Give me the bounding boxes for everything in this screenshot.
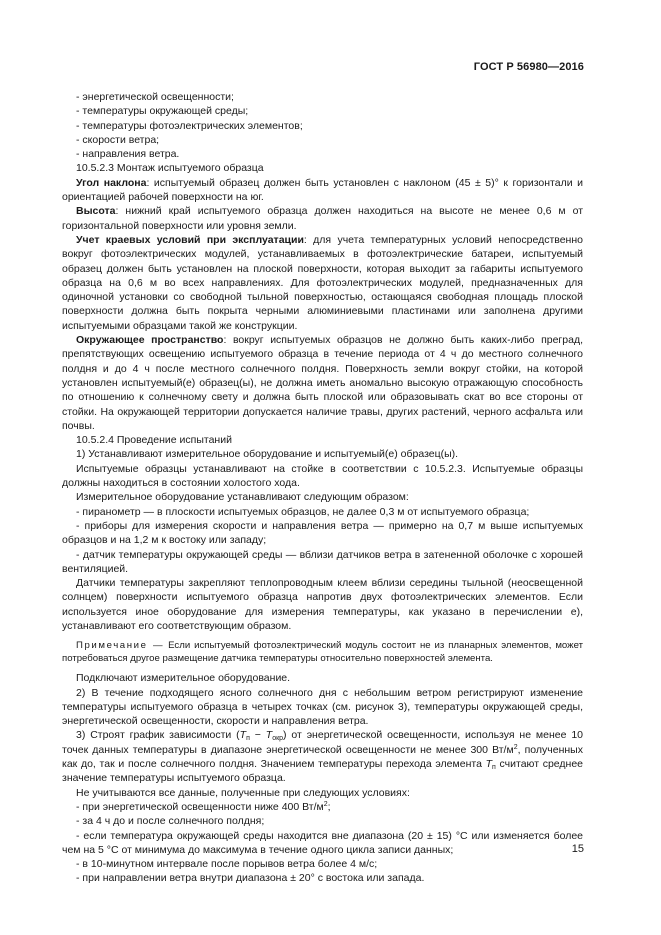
list-item: - приборы для измерения скорости и направления ветра — примерно на 0,7 м выше испытуемых образцов и на 1,2 м к востоку или западу; <box>62 519 583 547</box>
note <box>62 639 583 665</box>
text-run: ; <box>327 800 331 813</box>
paragraph-text: : для учета температурных условий непосредственно вокруг фотоэлектрических модулей, устанавливаемых в фотоэлектрические батареи, испытуемый образец должен быть установлен на плоской поверхности, которая выходит за габариты испытуемого образца на 0,6 м во всех направлениях. Для фотоэлектрических модулей, предназначенных для одиночной установки со свободной тыльной поверхностью, остающаяся свободная площадь плоской поверхности должна быть покрыта черными алюминиевыми пластинами или заполнена другими испытуемыми образцами такой же конструкции. <box>62 233 583 332</box>
term: Высота <box>76 205 116 218</box>
paragraph <box>62 728 583 785</box>
term: Окружающее пространство <box>76 334 224 347</box>
paragraph: 1) Устанавливают измерительное оборудование и испытуемый(е) образец(ы). <box>76 448 459 461</box>
list-item: - энергетической освещенности; <box>76 91 234 103</box>
superscript: 2 <box>513 743 518 751</box>
list-item: - скорости ветра; <box>76 133 160 146</box>
list-item: - пиранометр — в плоскости испытуемых образцов, не далее 0,3 м от испытуемого образца; <box>76 505 530 518</box>
document-body <box>62 90 583 886</box>
list-item: - при направлении ветра внутри диапазона ± 20° с востока или запада. <box>76 872 425 885</box>
list-item <box>62 800 583 814</box>
paragraph-text: : нижний край испытуемого образца должен находиться на высоте не менее 0,6 м от горизонтальной поверхности или уровня земли. <box>62 205 583 232</box>
text-run: − <box>249 729 266 742</box>
paragraph <box>62 204 583 233</box>
document-header: ГОСТ Р 56980—2016 <box>473 61 584 73</box>
section-heading: 10.5.2.3 Монтаж испытуемого образца <box>76 162 264 175</box>
list-item: - в 10-минутном интервале после порывов ветра более 4 м/с; <box>76 858 378 871</box>
paragraph-text: : испытуемый образец должен быть установлен с наклоном (45 ± 5)° к горизонтали и ориентацией рабочей поверхности на юг. <box>62 176 583 204</box>
list-item: - температуры окружающей среды; <box>76 105 249 118</box>
symbol: T <box>265 729 273 742</box>
symbol: T <box>239 729 247 742</box>
note-label: Примечание — <box>76 640 165 652</box>
note-text: Если испытуемый фотоэлектрический модуль состоит не из планарных элементов, может потребоваться другое размещение датчика температуры относительно поверхностей элемента. <box>62 640 583 665</box>
subscript: окр <box>272 735 284 743</box>
page-number: 15 <box>571 843 584 855</box>
paragraph: Не учитываются все данные, полученные при следующих условиях: <box>76 786 410 799</box>
superscript: 2 <box>323 800 328 808</box>
term: Учет краевых условий при эксплуатации <box>76 233 304 246</box>
paragraph <box>62 333 583 433</box>
section-heading: 10.5.2.4 Проведение испытаний <box>76 434 232 447</box>
text-run: ) от энергетической освещенности, используя не менее 10 точек данных температуры в диапазоне энергетической освещенности не менее 300 Вт/м <box>62 729 583 756</box>
text-run: считают среднее значение температуры испытуемого образца. <box>62 758 584 785</box>
paragraph: Подключают измерительное оборудование. <box>76 672 291 685</box>
list-item: - температуры фотоэлектрических элементов; <box>76 119 303 132</box>
subscript: п <box>246 735 250 743</box>
list-item: - датчик температуры окружающей среды — вблизи датчиков ветра в затененной оболочке с хорошей вентиляцией. <box>62 548 583 575</box>
list-item: - направления ветра. <box>76 148 180 161</box>
paragraph <box>62 233 583 333</box>
symbol: T <box>485 758 493 771</box>
paragraph-text: : вокруг испытуемых образцов не должно быть каких-либо преград, препятствующих освещению испытуемого образца в течение периода от 4 ч до местного солнечного полдня и до 4 ч после местного солнечного полдня. Поверхность земли вокруг стойки, на которой установлен испытуемый(е) образец(ы), не должна иметь аномально высокую отражающую способность по отношению к солнечному свету и должна быть плоской или образовывать скат во все стороны от стойки. На окружающей территории допускается наличие травы, других растений, черного асфальта или почвы. <box>62 334 583 432</box>
paragraph: Измерительное оборудование устанавливают следующим образом: <box>76 491 409 504</box>
term: Угол наклона <box>76 176 147 189</box>
text-run: 3) Строят график зависимости ( <box>76 729 240 742</box>
paragraph: Испытуемые образцы устанавливают на стойке в соответствии с 10.5.2.3. Испытуемые образцы должны находиться в состоянии холостого хода. <box>62 462 583 490</box>
subscript: п <box>492 764 496 772</box>
text-run: - при энергетической освещенности ниже 400 Вт/м <box>76 800 324 813</box>
paragraph: 2) В течение подходящего ясного солнечного дня с небольшим ветром регистрируют изменение температуры испытуемого образца в четырех точках (см. рисунок 3), температуры окружающей среды, энергетической освещенности, скорости и направления ветра. <box>62 686 583 728</box>
text-run: , полученных как до, так и после солнечного полдня. Значением температуры перехода элемента <box>62 743 583 771</box>
paragraph <box>62 176 583 205</box>
list-item: - за 4 ч до и после солнечного полдня; <box>76 815 265 828</box>
list-item: - если температура окружающей среды находится вне диапазона (20 ± 15) °С или изменяется более чем на 5 °С от минимума до максимума в течение одного цикла записи данных; <box>62 829 583 856</box>
paragraph: Датчики температуры закрепляют теплопроводным клеем вблизи середины тыльной (неосвещенной солнцем) поверхности испытуемого образца напротив двух фотоэлектрических элементов. Если используется иное оборудование для измерения температуры, как указано в перечислении е), устанавливают его соответствующим образом. <box>62 577 583 632</box>
